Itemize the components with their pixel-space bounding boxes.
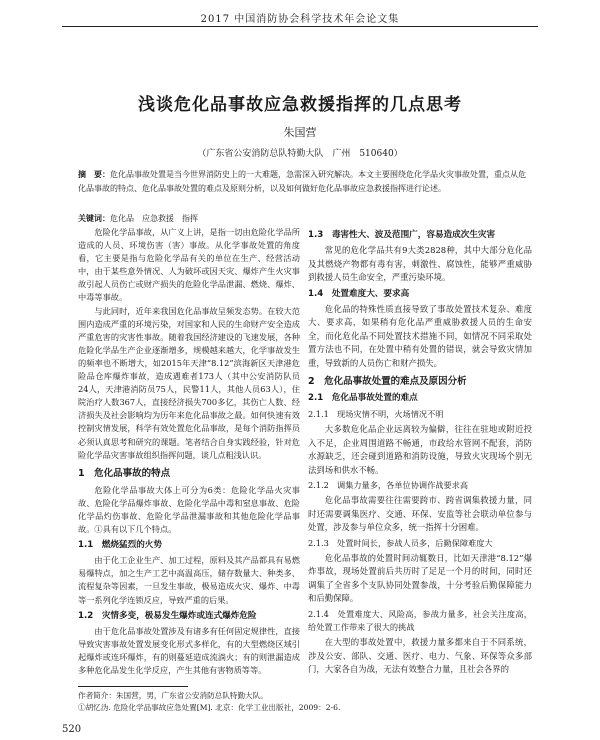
section-1-3-paragraph: 常见的危化学品共有9大类2828种，其中大部分危化品及其燃烧产物都有毒有害，刺激性、腐蚀性，能够严重威胁到救援人员生命安全，严重污染环境。 — [308, 245, 532, 283]
affiliation: （广东省公安消防总队特勤大队 广州 510640） — [197, 149, 403, 159]
section-1-4-heading: 1.4 处置难度大、要求高 — [308, 288, 410, 299]
footnote — [78, 690, 528, 713]
section-1-4-paragraph: 危化品的特殊性质直接导致了事故处置技术复杂、难度大、要求高，如果稍有危化品严重威胁救援人员的生命安全，而化危化品不同处置技术措施不同，如情况不同采取处置方法也不同，在处置中稍有处置的错误，就会导致灾情加重，导致新的人员伤亡和财产损失。 — [308, 304, 532, 368]
reference-note: ①胡忆沩. 危险化学品事故应急处置[M]. 北京：化学工业出版社，2009：2-6. — [78, 702, 341, 712]
section-2-heading: 2 危化品事故处置的难点及原因分析 — [308, 376, 467, 388]
section-1-paragraph: 危险化学品事故大体上可分为6类：危险化学品火灾事故、危险化学品爆炸事故、危险化学品中毒和窒息事故、危险化学品灼伤事故、危险化学品泄漏事故和其他危险化学品事故。①具有以下几个特点。 — [78, 484, 300, 535]
section-2-1-4-paragraph: 在大型的事故处置中，救援力量多都来自于不同系统，涉及公安、部队、交通、医疗、电力、气象、环保等众多部门，大家各自为战，无法有效整合力量，且社会各界的 — [308, 637, 532, 675]
section-2-1-3-heading: 2.1.3 处置时间长，参战人员多，后勤保障难度大 — [308, 537, 493, 548]
section-2-1-heading: 2.1 危化品事故处置的难点 — [308, 393, 418, 404]
section-1-1-paragraph: 由于化工企业生产、加工过程，原料及其产品都具有易燃易爆特点，加之生产工艺中高温高压，储存数量大、种类多、流程复杂等因素，一旦发生事故，极易造成火灾、爆炸、中毒等一系列化学连锁反应，导致严重的后果。 — [78, 555, 300, 605]
section-2-1-4-heading: 2.1.4 处置难度大、风险高，参战力量多，社会关注度高，给处置工作带来了很大的挑战 — [308, 608, 532, 632]
left-column — [78, 226, 300, 677]
intro-paragraph: 危险化学品事故，从广义上讲，是指一切由危险化学品所造成的人员、环境伤害（害）事故。从化学事故处置的角度看，它主要是指与危险化学品有关的单位在生产、经营活动中，由于某些意外情况、人为破坏或因天灾、爆炸产生火灾事故引起人员伤亡或财产损失的危险化学品泄漏、燃烧、爆炸、中毒等事故。 — [78, 227, 300, 303]
section-2-1-2-paragraph: 危化品事故需要往往需要跨市、跨省调集救援力量，同时还需要调集医疗、交通、环保、安监等社会联动单位参与处置，涉及参与单位众多，统一指挥十分困难。 — [308, 495, 532, 533]
section-1-1-heading: 1.1 燃烧猛烈的火势 — [78, 540, 162, 551]
author-name: 朱国营 — [283, 126, 317, 139]
page-number: 520 — [62, 724, 82, 735]
section-1-2-heading: 1.2 灾情多变，极易发生爆炸或连式爆炸危险 — [78, 610, 257, 621]
keywords-label: 关键词： — [78, 213, 110, 223]
paper-title: 浅谈危化品事故应急救援指挥的几点思考 — [138, 95, 462, 115]
section-2-1-3-paragraph: 危化品事故的处置时间动辄数日，比如天津港“8.12”爆炸事故，现场处置前后共历时了足足一个月的时间，同时还调集了全省多个支队协同处置参战，十分考验后勤保障能力和后勤保障。 — [308, 552, 532, 604]
abstract-text: 危化品事故处置是当今世界消防史上的一大难题，急需深入研究解决。本文主要围绕危化学品火灾事故处置，重点从危化品事故的特点、危化品事故处置的难点及原则分析，以及如何做好危化品事故应急救援指挥进行论述。 — [78, 170, 526, 193]
section-1-2-paragraph: 由于危化品事故处置涉及有诸多有任何固定规律性，直接导致灾害事故处置发展变化形式多样化，有的大型燃烧区域引起爆炸或连环爆炸，有的则蔓延造成流淌火；有的则泄漏造成多种危化品发生化学反应，产生其他有害物质等等。 — [78, 625, 300, 675]
abstract-label: 摘 要： — [78, 169, 110, 179]
section-2-1-1-paragraph: 大多数危化品企业远离较为偏僻，往往在驻地或附近投入不足，企业周围道路不畅通，市政给水管网不配套，消防水源缺乏，还会碰到道路和消防设施，导致火灾现场个别无法到场和供水不畅。 — [308, 424, 532, 475]
right-column — [308, 226, 532, 677]
author-note: 作者简介：朱国营，男，广东省公安消防总队特勤大队。 — [78, 691, 268, 700]
keywords — [78, 213, 528, 224]
running-head: 2017 中国消防协会科学技术年会论文集 — [200, 14, 400, 25]
footnote-rule — [78, 686, 188, 687]
abstract — [78, 168, 528, 195]
keywords-text: 危化品 应急救援 指挥 — [110, 214, 198, 223]
section-2-1-1-heading: 2.1.1 现场灾情不明，火场情况不明 — [308, 408, 444, 419]
section-1-heading: 1 危化品事故的特点 — [78, 467, 171, 479]
header-rule — [62, 26, 538, 27]
section-1-3-heading: 1.3 毒害性大、波及范围广，容易造成次生灾害 — [308, 230, 496, 240]
section-2-1-2-heading: 2.1.2 调集力量多，各单位协调作战要求高 — [308, 479, 469, 490]
intro-paragraph: 与此同时，近年来我国危化品事故呈频发态势。在较大范围内造成严重的环境污染，对国家和人民的生命财产安全造成严重危害的灾害性事故。随着我国经济建设的飞速发展，各种危险化学品生产企业逐渐增多，规模越来越大，化学事故发生的频率也不断增大，如2015年天津“8.12”滨海新区天津港危险品仓库爆炸事故，造成遇难者173人（其中公安消防队员24人，天津港消防员75人，民警11人，其他人员63人），住院治疗人数367人，直接经济损失700多亿，其伤亡人数、经济损失及社会影响均为历年来危化品事故之最。如何快速有效控制灾情发展，科学有效处置危化品事故，是每个消防指挥员必须认真思考和研究的课题。笔者结合自身实践经验，针对危险化学品灾害事故组织指挥问题，谈几点粗浅认识。 — [78, 305, 300, 460]
